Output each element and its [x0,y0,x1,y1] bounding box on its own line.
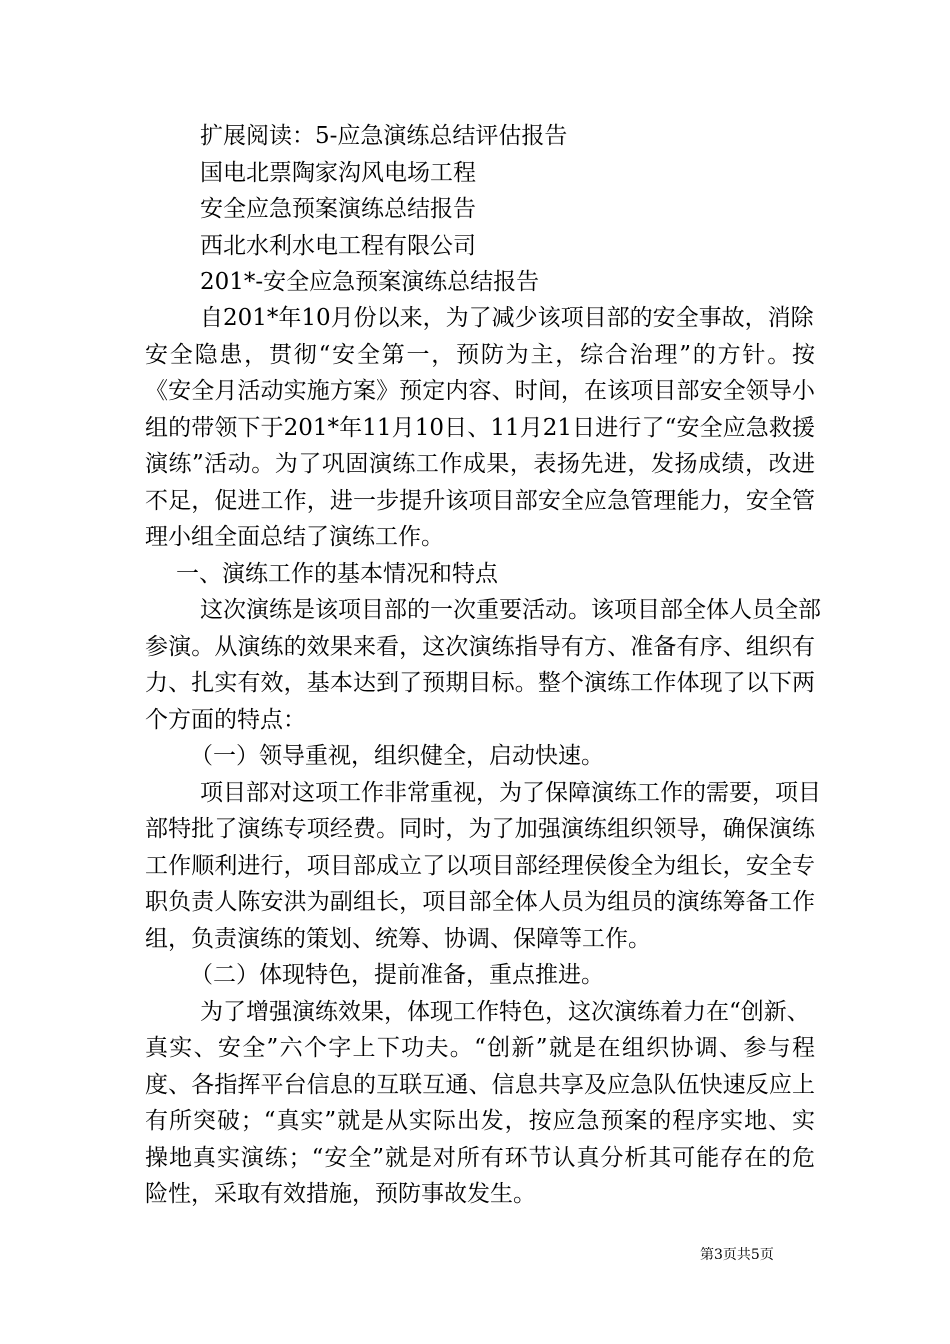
header-line: 国电北票陶家沟风电场工程 [200,160,476,186]
header-line: 西北水利水电工程有限公司 [200,233,476,259]
paragraph-line: 险性，采取有效措施，预防事故发生。 [145,1181,536,1207]
paragraph-line: 度、各指挥平台信息的互联互通、信息共享及应急队伍快速反应上 [145,1072,815,1098]
header-line: 安全应急预案演练总结报告 [200,196,476,222]
header-line: 201*-安全应急预案演练总结报告 [200,269,540,295]
paragraph-line: 力、扎实有效，基本达到了预期目标。整个演练工作体现了以下两 [145,670,815,696]
paragraph-line: 真实、安全”六个字上下功夫。“创新”就是在组织协调、参与程 [145,1035,815,1061]
paragraph-line: 操地真实演练；“安全”就是对所有环节认真分析其可能存在的危 [145,1145,815,1171]
paragraph-line: 个方面的特点： [145,707,306,733]
page-number: 第3页共5页 [700,1247,774,1263]
paragraph-line: 有所突破；“真实”就是从实际出发，按应急预案的程序实地、实 [145,1108,815,1134]
paragraph-line: 职负责人陈安洪为副组长，项目部全体人员为组员的演练筹备工作 [145,889,815,915]
paragraph-line: 组的带领下于201*年11月10日、11月21日进行了“安全应急救援 [145,415,815,441]
section-heading: 一、演练工作的基本情况和特点 [176,561,498,587]
header-line: 扩展阅读：5-应急演练总结评估报告 [200,123,568,149]
paragraph-line: 安全隐患，贯彻“安全第一，预防为主，综合治理”的方针。按 [145,342,815,368]
paragraph-line: 这次演练是该项目部的一次重要活动。该项目部全体人员全部 [200,597,821,623]
paragraph-line: 不足，促进工作，进一步提升该项目部安全应急管理能力，安全管 [145,488,815,514]
paragraph-line: 演练”活动。为了巩固演练工作成果，表扬先进，发扬成绩，改进 [145,451,815,477]
paragraph-line: 自201*年10月份以来，为了减少该项目部的安全事故，消除 [200,305,814,331]
paragraph-line: 参演。从演练的效果来看，这次演练指导有方、准备有序、组织有 [145,634,815,660]
paragraph-line: 理小组全面总结了演练工作。 [145,524,444,550]
subsection-heading: （一）领导重视，组织健全，启动快速。 [190,743,604,769]
paragraph-line: 组，负责演练的策划、统筹、协调、保障等工作。 [145,926,651,952]
paragraph-line: 部特批了演练专项经费。同时，为了加强演练组织领导，确保演练 [145,816,815,842]
paragraph-line: 《安全月活动实施方案》预定内容、时间，在该项目部安全领导小 [145,378,815,404]
paragraph-line: 为了增强演练效果，体现工作特色，这次演练着力在“创新、 [200,999,810,1025]
paragraph-line: 工作顺利进行，项目部成立了以项目部经理侯俊全为组长，安全专 [145,853,815,879]
subsection-heading: （二）体现特色，提前准备，重点推进。 [190,962,604,988]
paragraph-line: 项目部对这项工作非常重视，为了保障演练工作的需要，项目 [200,780,821,806]
